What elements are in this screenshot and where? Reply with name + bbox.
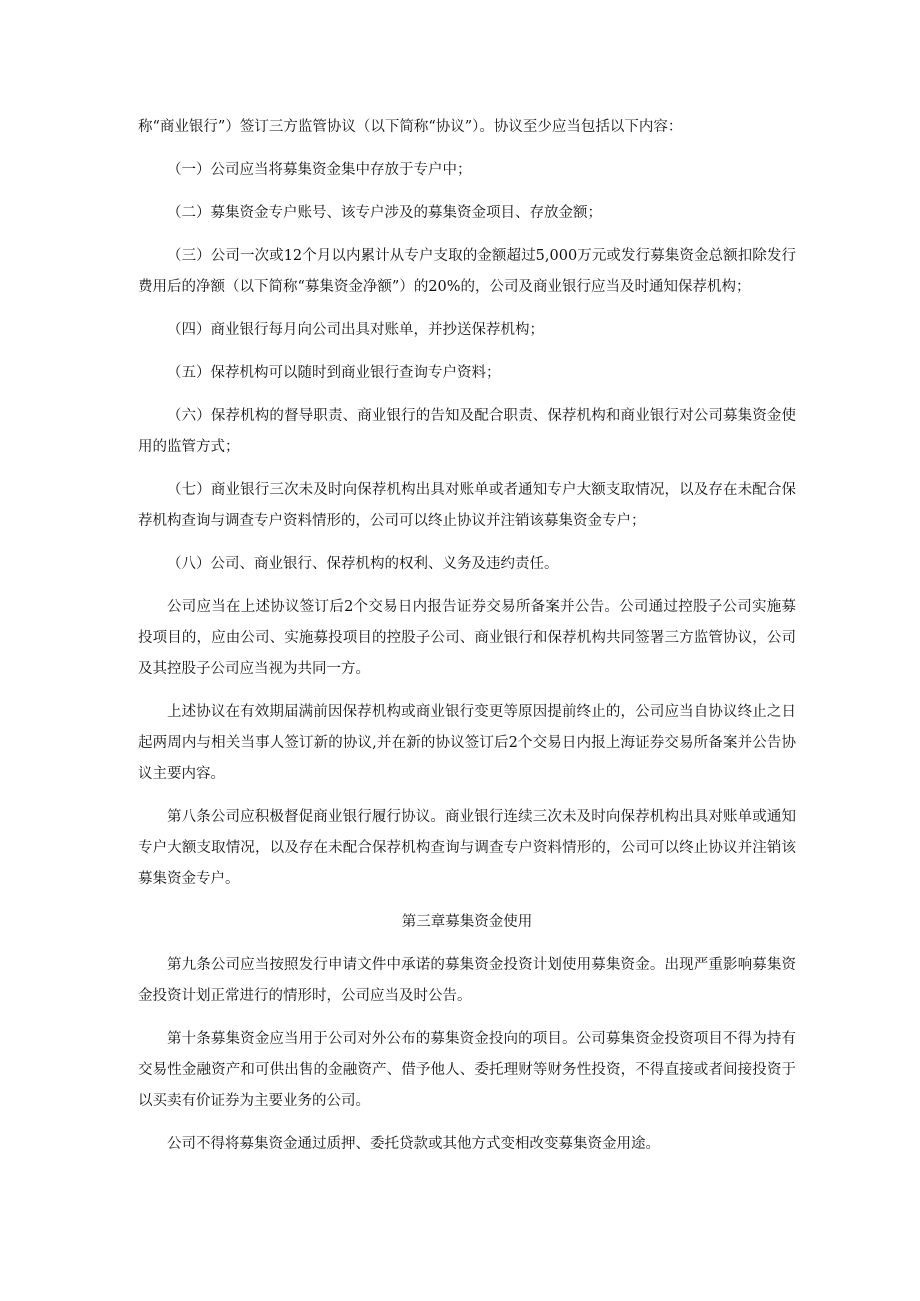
paragraph-article-10: 第十条募集资金应当用于公司对外公布的募集资金投向的项目。公司募集资金投资项目不得为持有交易性金融资产和可供出售的金融资产、借予他人、委托理财等财务性投资，不得直接或者间接投资于以买卖有价证券为主要业务的公司。 [138, 1031, 796, 1109]
paragraph-early-termination: 上述协议在有效期届满前因保荐机构或商业银行变更等原因提前终止的，公司应当自协议终止之日起两周内与相关当事人签订新的协议,并在新的协议签订后2个交易日内报上海证券交易所备案并公告协议主要内容。 [138, 704, 796, 782]
paragraph-article-8: 第八条公司应积极督促商业银行履行协议。商业银行连续三次未及时向保荐机构出具对账单或通知专户大额支取情况，以及存在未配合保荐机构查询与调查专户资料情形的，公司可以终止协议并注销该募集资金专户。 [138, 809, 796, 887]
document-body [138, 112, 796, 1172]
paragraph-article-9: 第九条公司应当按照发行申请文件中承诺的募集资金投资计划使用募集资金。出现严重影响募集资金投资计划正常进行的情形时，公司应当及时公告。 [138, 957, 796, 1004]
paragraph-no-change-of-use: 公司不得将募集资金通过质押、委托贷款或其他方式变相改变募集资金用途。 [167, 1136, 660, 1152]
paragraph-intro-continued: 称“商业银行”）签订三方监管协议（以下简称“协议”）。协议至少应当包括以下内容： [138, 119, 683, 135]
paragraph-item-8: （八）公司、商业银行、保荐机构的权利、义务及违约责任。 [167, 556, 559, 572]
paragraph-filing: 公司应当在上述协议签订后2个交易日内报告证券交易所备案并公告。公司通过控股子公司实施募投项目的，应由公司、实施募投项目的控股子公司、商业银行和保荐机构共同签署三方监管协议，公司及其控股子公司应当视为共同一方。 [138, 599, 796, 677]
chapter-heading: 第三章募集资金使用 [401, 914, 533, 930]
paragraph-item-1: （一）公司应当将募集资金集中存放于专户中； [167, 162, 472, 178]
paragraph-item-7: （七）商业银行三次未及时向保荐机构出具对账单或者通知专户大额支取情况，以及存在未配合保荐机构查询与调查专户资料情形的，公司可以终止协议并注销该募集资金专户； [138, 482, 796, 529]
paragraph-item-5: （五）保荐机构可以随时到商业银行查询专户资料； [167, 365, 501, 381]
paragraph-item-6: （六）保荐机构的督导职责、商业银行的告知及配合职责、保荐机构和商业银行对公司募集资金使用的监管方式； [138, 408, 796, 455]
paragraph-item-4: （四）商业银行每月向公司出具对账单，并抄送保荐机构； [167, 322, 544, 338]
paragraph-item-3: （三）公司一次或12个月以内累计从专户支取的金额超过5,000万元或发行募集资金总额扣除发行费用后的净额（以下简称“募集资金净额”）的20%的，公司及商业银行应当及时通知保荐机构； [138, 248, 796, 295]
paragraph-item-2: （二）募集资金专户账号、该专户涉及的募集资金项目、存放金额； [167, 205, 602, 221]
